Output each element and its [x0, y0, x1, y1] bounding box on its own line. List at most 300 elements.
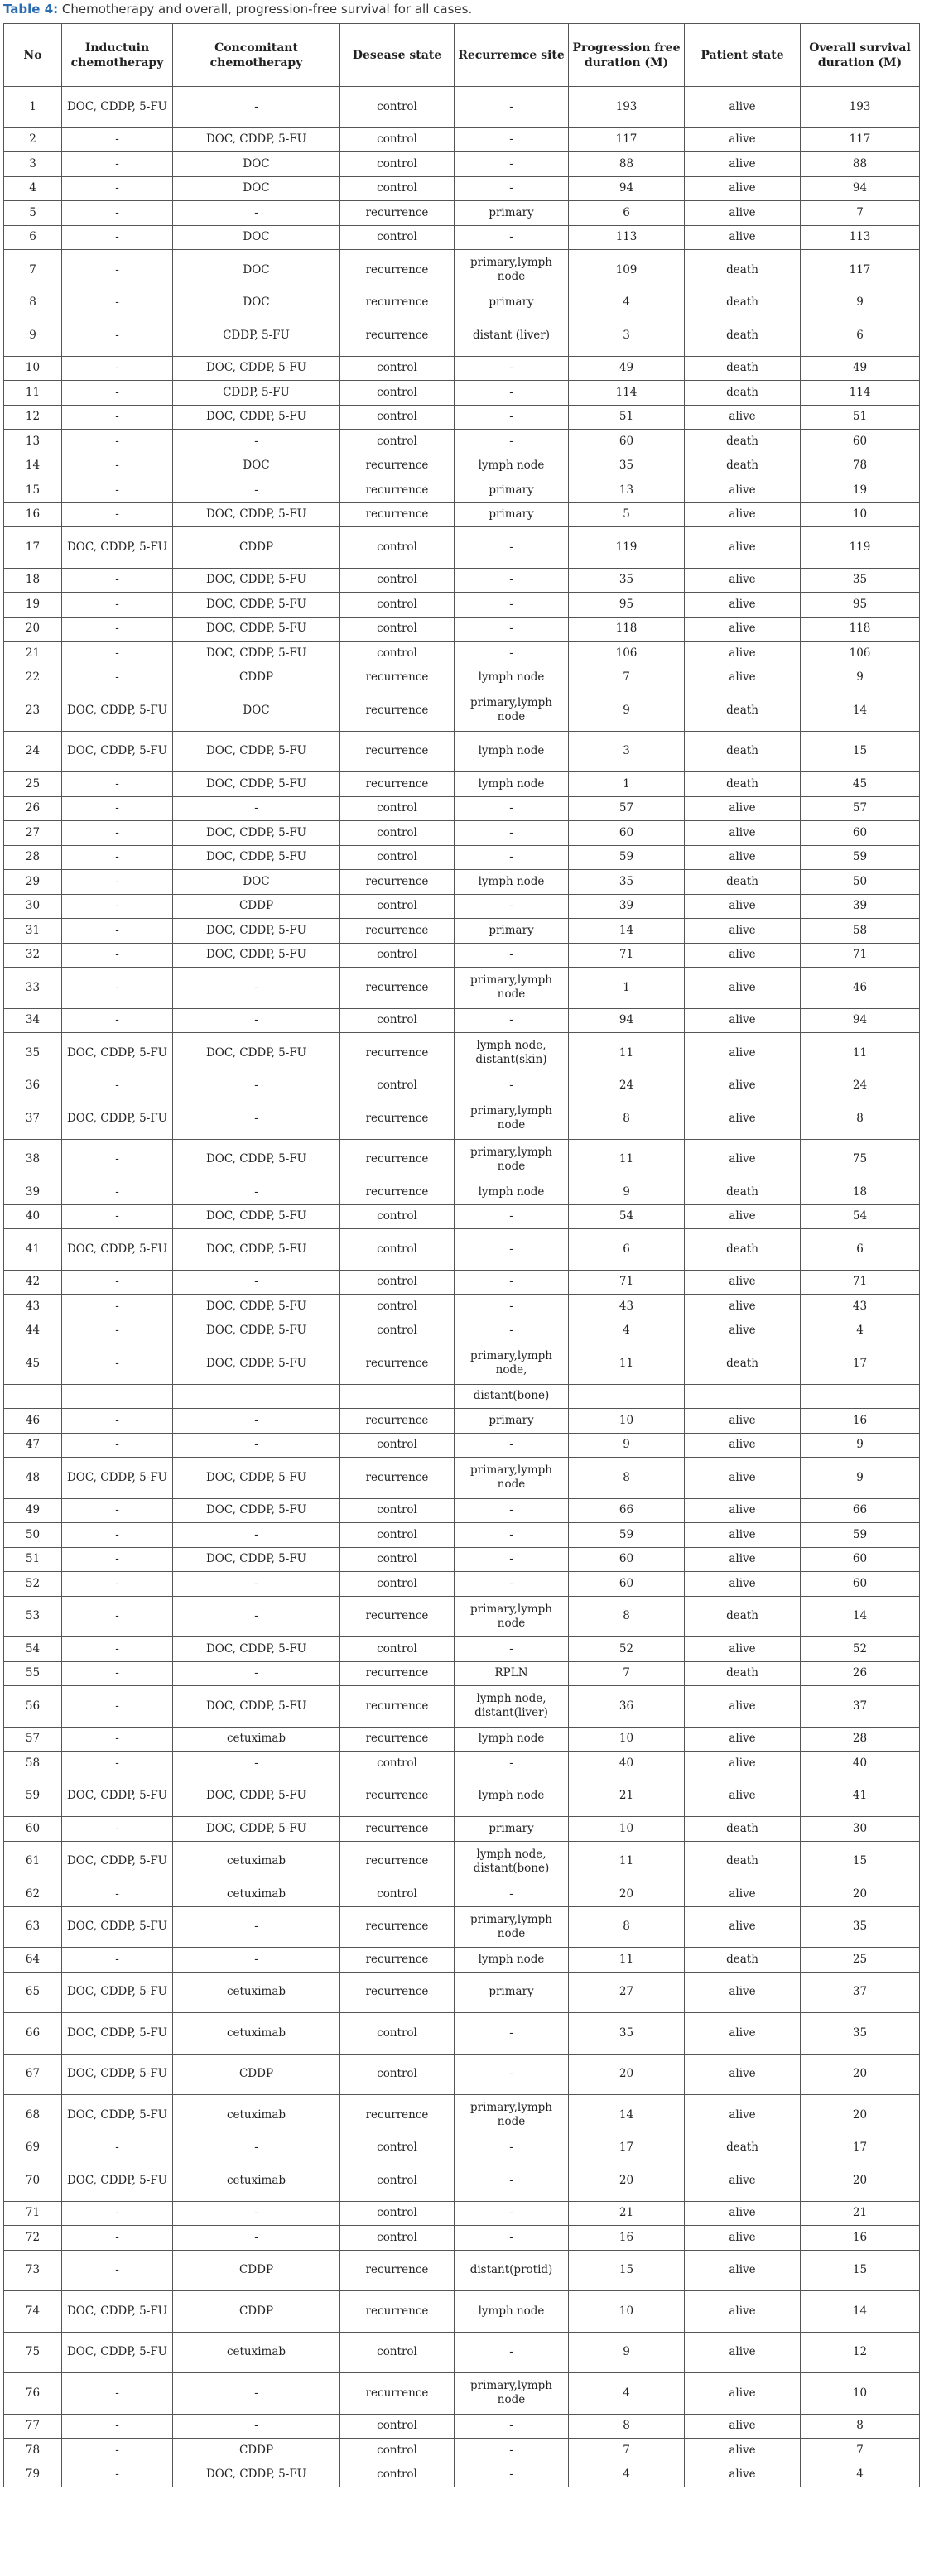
cell-concomitant-chemotherapy: - [173, 1596, 340, 1637]
cell-overall-survival-duration: 10 [801, 2373, 920, 2415]
cell-recurrence-site: - [455, 2226, 569, 2251]
cell-no: 53 [4, 1596, 62, 1637]
cell-progression-free-duration: 6 [569, 201, 685, 226]
cell-concomitant-chemotherapy: - [173, 1098, 340, 1140]
cell-induction-chemotherapy: - [62, 1752, 173, 1776]
cell-recurrence-site: lymph node [455, 772, 569, 797]
cell-overall-survival-duration: 75 [801, 1139, 920, 1180]
cell-concomitant-chemotherapy: - [173, 2136, 340, 2160]
cell-progression-free-duration: 7 [569, 2439, 685, 2463]
cell-no: 69 [4, 2136, 62, 2160]
cell-recurrence-site: - [455, 2201, 569, 2226]
cell-overall-survival-duration: 15 [801, 731, 920, 772]
cell-concomitant-chemotherapy: - [173, 2373, 340, 2415]
cell-no: 44 [4, 1319, 62, 1343]
cell-progression-free-duration: 13 [569, 478, 685, 503]
cell-no: 75 [4, 2332, 62, 2373]
cell-disease-state: recurrence [340, 250, 455, 291]
table-row [4, 870, 920, 895]
cell-progression-free-duration: 71 [569, 1270, 685, 1295]
table-row [4, 731, 920, 772]
cell-progression-free-duration: 6 [569, 1229, 685, 1271]
cell-overall-survival-duration: 16 [801, 1409, 920, 1434]
cell-disease-state: recurrence [340, 454, 455, 478]
cell-disease-state: recurrence [340, 1409, 455, 1434]
table-row [4, 1686, 920, 1728]
cell-overall-survival-duration: 12 [801, 2332, 920, 2373]
cell-patient-state: alive [685, 1906, 801, 1948]
cell-concomitant-chemotherapy: DOC, CDDP, 5-FU [173, 1229, 340, 1271]
cell-concomitant-chemotherapy: - [173, 1433, 340, 1458]
cell-concomitant-chemotherapy: cetuximab [173, 1972, 340, 2013]
cell-patient-state: death [685, 690, 801, 732]
cell-no: 49 [4, 1498, 62, 1523]
cell-overall-survival-duration: 25 [801, 1948, 920, 1973]
cell-recurrence-site: lymph node [455, 1180, 569, 1205]
cell-progression-free-duration: 3 [569, 315, 685, 357]
header-induction-chemotherapy: Inductuin chemotherapy [62, 24, 173, 87]
cell-progression-free-duration: 114 [569, 381, 685, 406]
cell-patient-state: alive [685, 593, 801, 618]
cell-no: 57 [4, 1727, 62, 1752]
cell-recurrence-site: primary [455, 478, 569, 503]
cell-overall-survival-duration: 20 [801, 2054, 920, 2095]
cell-patient-state: alive [685, 2414, 801, 2439]
cell-no: 5 [4, 201, 62, 226]
cell-induction-chemotherapy: DOC, CDDP, 5-FU [62, 2332, 173, 2373]
cell-overall-survival-duration [801, 1384, 920, 1409]
cell-overall-survival-duration: 8 [801, 1098, 920, 1140]
cell-concomitant-chemotherapy [173, 1384, 340, 1409]
cell-recurrence-site: primary,lymph node [455, 1596, 569, 1637]
cell-overall-survival-duration: 37 [801, 1972, 920, 2013]
cell-recurrence-site: primary,lymph node [455, 1458, 569, 1499]
cell-overall-survival-duration: 15 [801, 2250, 920, 2291]
cell-patient-state: alive [685, 1458, 801, 1499]
cell-induction-chemotherapy: - [62, 617, 173, 642]
cell-no: 74 [4, 2291, 62, 2333]
cell-progression-free-duration: 36 [569, 1686, 685, 1728]
table-row [4, 454, 920, 478]
cell-overall-survival-duration: 39 [801, 894, 920, 919]
cell-no: 13 [4, 430, 62, 454]
cell-disease-state: recurrence [340, 1972, 455, 2013]
cell-recurrence-site: - [455, 2054, 569, 2095]
cell-disease-state: control [340, 2414, 455, 2439]
cell-patient-state: alive [685, 845, 801, 870]
cell-recurrence-site: - [455, 593, 569, 618]
table-row [4, 381, 920, 406]
cell-progression-free-duration: 9 [569, 690, 685, 732]
cell-patient-state: alive [685, 478, 801, 503]
cell-overall-survival-duration: 50 [801, 870, 920, 895]
cell-overall-survival-duration: 7 [801, 2439, 920, 2463]
cell-progression-free-duration: 10 [569, 1817, 685, 1842]
cell-disease-state: control [340, 642, 455, 666]
cell-induction-chemotherapy: DOC, CDDP, 5-FU [62, 527, 173, 569]
cell-recurrence-site: - [455, 943, 569, 968]
cell-patient-state: alive [685, 1139, 801, 1180]
cell-no: 31 [4, 919, 62, 944]
cell-no: 62 [4, 1882, 62, 1907]
cell-progression-free-duration: 49 [569, 356, 685, 381]
cell-overall-survival-duration: 10 [801, 502, 920, 527]
table-row [4, 1409, 920, 1434]
cell-disease-state: control [340, 1498, 455, 1523]
cell-progression-free-duration: 35 [569, 2013, 685, 2055]
cell-no: 68 [4, 2095, 62, 2136]
cell-induction-chemotherapy: DOC, CDDP, 5-FU [62, 2291, 173, 2333]
cell-disease-state: control [340, 527, 455, 569]
cell-patient-state: alive [685, 2250, 801, 2291]
cell-induction-chemotherapy: - [62, 430, 173, 454]
cell-concomitant-chemotherapy: DOC, CDDP, 5-FU [173, 568, 340, 593]
cell-disease-state: control [340, 845, 455, 870]
cell-no: 26 [4, 796, 62, 821]
cell-induction-chemotherapy: DOC, CDDP, 5-FU [62, 2160, 173, 2202]
cell-no: 10 [4, 356, 62, 381]
cell-no: 76 [4, 2373, 62, 2415]
table-row [4, 1882, 920, 1907]
cell-patient-state: alive [685, 1686, 801, 1728]
cell-recurrence-site: lymph node [455, 454, 569, 478]
cell-recurrence-site: - [455, 527, 569, 569]
cell-recurrence-site: - [455, 1752, 569, 1776]
cell-patient-state: alive [685, 2291, 801, 2333]
cell-progression-free-duration: 5 [569, 502, 685, 527]
cell-no: 6 [4, 225, 62, 250]
cell-induction-chemotherapy: - [62, 1139, 173, 1180]
cell-disease-state: recurrence [340, 1776, 455, 1817]
cell-no: 40 [4, 1204, 62, 1229]
table-row [4, 201, 920, 226]
cell-overall-survival-duration: 9 [801, 666, 920, 690]
cell-recurrence-site: distant(bone) [455, 1384, 569, 1409]
cell-induction-chemotherapy: DOC, CDDP, 5-FU [62, 1229, 173, 1271]
cell-patient-state: alive [685, 1319, 801, 1343]
cell-recurrence-site: - [455, 1637, 569, 1662]
cell-overall-survival-duration: 17 [801, 2136, 920, 2160]
table-row [4, 1817, 920, 1842]
cell-concomitant-chemotherapy: CDDP [173, 2291, 340, 2333]
cell-recurrence-site: primary,lymph node [455, 2095, 569, 2136]
cell-disease-state: control [340, 1008, 455, 1033]
cell-overall-survival-duration: 35 [801, 1906, 920, 1948]
cell-disease-state: control [340, 1204, 455, 1229]
cell-progression-free-duration: 9 [569, 1180, 685, 1205]
cell-recurrence-site: RPLN [455, 1661, 569, 1686]
cell-disease-state: control [340, 1752, 455, 1776]
cell-progression-free-duration: 10 [569, 1727, 685, 1752]
cell-induction-chemotherapy: - [62, 2226, 173, 2251]
cell-overall-survival-duration: 106 [801, 642, 920, 666]
header-no: No [4, 24, 62, 87]
cell-disease-state: control [340, 1882, 455, 1907]
cell-patient-state: death [685, 1596, 801, 1637]
cell-recurrence-site: - [455, 1295, 569, 1319]
cell-no: 15 [4, 478, 62, 503]
cell-concomitant-chemotherapy: DOC, CDDP, 5-FU [173, 617, 340, 642]
cell-induction-chemotherapy: - [62, 1343, 173, 1385]
cell-progression-free-duration: 4 [569, 2373, 685, 2415]
cell-overall-survival-duration: 58 [801, 919, 920, 944]
cell-induction-chemotherapy: - [62, 1817, 173, 1842]
table-row [4, 1343, 920, 1385]
cell-progression-free-duration: 119 [569, 527, 685, 569]
cell-concomitant-chemotherapy: DOC [173, 454, 340, 478]
cell-patient-state: alive [685, 894, 801, 919]
cell-overall-survival-duration: 52 [801, 1637, 920, 1662]
cell-disease-state: recurrence [340, 1727, 455, 1752]
cell-no: 17 [4, 527, 62, 569]
cell-patient-state: alive [685, 1972, 801, 2013]
cell-overall-survival-duration: 60 [801, 821, 920, 846]
cell-disease-state: control [340, 176, 455, 201]
cell-overall-survival-duration: 78 [801, 454, 920, 478]
cell-recurrence-site: - [455, 617, 569, 642]
cell-overall-survival-duration: 49 [801, 356, 920, 381]
cell-progression-free-duration: 21 [569, 2201, 685, 2226]
cell-disease-state: recurrence [340, 1948, 455, 1973]
cell-recurrence-site: - [455, 1498, 569, 1523]
cell-overall-survival-duration: 43 [801, 1295, 920, 1319]
cell-disease-state: recurrence [340, 1139, 455, 1180]
cell-overall-survival-duration: 19 [801, 478, 920, 503]
cell-recurrence-site: primary,lymph node [455, 1139, 569, 1180]
cell-concomitant-chemotherapy: CDDP [173, 527, 340, 569]
cell-induction-chemotherapy: - [62, 1727, 173, 1752]
cell-patient-state: alive [685, 1270, 801, 1295]
cell-no: 71 [4, 2201, 62, 2226]
cell-recurrence-site: lymph node, distant(skin) [455, 1033, 569, 1074]
cell-progression-free-duration: 15 [569, 2250, 685, 2291]
cell-induction-chemotherapy: - [62, 1409, 173, 1434]
cell-concomitant-chemotherapy: DOC, CDDP, 5-FU [173, 1458, 340, 1499]
cell-progression-free-duration: 59 [569, 1523, 685, 1548]
cell-progression-free-duration: 66 [569, 1498, 685, 1523]
table-row [4, 87, 920, 128]
cell-disease-state: control [340, 821, 455, 846]
cell-recurrence-site: - [455, 152, 569, 177]
cell-patient-state: death [685, 1343, 801, 1385]
cell-patient-state: alive [685, 1433, 801, 1458]
cell-recurrence-site: - [455, 2439, 569, 2463]
cell-patient-state: alive [685, 1547, 801, 1572]
cell-induction-chemotherapy: DOC, CDDP, 5-FU [62, 2095, 173, 2136]
cell-progression-free-duration: 10 [569, 1409, 685, 1434]
cell-overall-survival-duration: 60 [801, 430, 920, 454]
cell-patient-state: death [685, 1661, 801, 1686]
cell-progression-free-duration: 17 [569, 2136, 685, 2160]
cell-patient-state: alive [685, 2463, 801, 2487]
cell-disease-state: control [340, 894, 455, 919]
cell-no: 8 [4, 291, 62, 315]
cell-concomitant-chemotherapy: cetuximab [173, 2332, 340, 2373]
cell-overall-survival-duration: 9 [801, 291, 920, 315]
cell-overall-survival-duration: 95 [801, 593, 920, 618]
cell-patient-state: death [685, 2136, 801, 2160]
table-row [4, 1498, 920, 1523]
cell-patient-state: alive [685, 1752, 801, 1776]
cell-overall-survival-duration: 71 [801, 943, 920, 968]
cell-recurrence-site: - [455, 1547, 569, 1572]
cell-disease-state: control [340, 568, 455, 593]
cell-no: 61 [4, 1841, 62, 1882]
cell-disease-state: control [340, 405, 455, 430]
cell-concomitant-chemotherapy: - [173, 796, 340, 821]
cell-no: 16 [4, 502, 62, 527]
table-body [4, 87, 920, 2487]
cell-concomitant-chemotherapy: - [173, 1180, 340, 1205]
cell-recurrence-site: - [455, 2463, 569, 2487]
cell-induction-chemotherapy: DOC, CDDP, 5-FU [62, 690, 173, 732]
cell-progression-free-duration: 11 [569, 1343, 685, 1385]
cell-induction-chemotherapy: - [62, 127, 173, 152]
cell-induction-chemotherapy: - [62, 2439, 173, 2463]
cell-recurrence-site: primary,lymph node, [455, 1343, 569, 1385]
cell-patient-state: alive [685, 2013, 801, 2055]
cell-progression-free-duration: 35 [569, 870, 685, 895]
cell-recurrence-site: primary,lymph node [455, 2373, 569, 2415]
cell-progression-free-duration: 4 [569, 1319, 685, 1343]
cell-disease-state: recurrence [340, 919, 455, 944]
cell-patient-state: alive [685, 2226, 801, 2251]
cell-induction-chemotherapy: - [62, 1882, 173, 1907]
cell-progression-free-duration: 8 [569, 1098, 685, 1140]
table-row [4, 772, 920, 797]
cell-induction-chemotherapy: - [62, 642, 173, 666]
cell-progression-free-duration: 4 [569, 291, 685, 315]
cell-recurrence-site: - [455, 796, 569, 821]
cell-induction-chemotherapy: - [62, 176, 173, 201]
cell-recurrence-site: - [455, 1270, 569, 1295]
cell-concomitant-chemotherapy: DOC, CDDP, 5-FU [173, 593, 340, 618]
cell-no: 45 [4, 1343, 62, 1385]
cell-concomitant-chemotherapy: DOC, CDDP, 5-FU [173, 1343, 340, 1385]
cell-progression-free-duration: 39 [569, 894, 685, 919]
cell-disease-state: control [340, 2226, 455, 2251]
cell-induction-chemotherapy: - [62, 943, 173, 968]
cell-concomitant-chemotherapy: - [173, 1906, 340, 1948]
cell-concomitant-chemotherapy: DOC [173, 870, 340, 895]
cell-patient-state: death [685, 1180, 801, 1205]
cell-concomitant-chemotherapy: - [173, 1270, 340, 1295]
cell-concomitant-chemotherapy: - [173, 1572, 340, 1597]
cell-disease-state: control [340, 1270, 455, 1295]
table-row [4, 1204, 920, 1229]
cell-induction-chemotherapy: - [62, 201, 173, 226]
cell-induction-chemotherapy: - [62, 821, 173, 846]
cell-patient-state: alive [685, 225, 801, 250]
cell-recurrence-site: lymph node [455, 1776, 569, 1817]
cell-disease-state [340, 1384, 455, 1409]
cell-disease-state: recurrence [340, 1661, 455, 1686]
cell-no: 19 [4, 593, 62, 618]
table-row [4, 2095, 920, 2136]
cell-induction-chemotherapy: - [62, 894, 173, 919]
cell-disease-state: control [340, 2136, 455, 2160]
cell-recurrence-site: lymph node [455, 1727, 569, 1752]
cell-overall-survival-duration: 57 [801, 796, 920, 821]
cell-induction-chemotherapy [62, 1384, 173, 1409]
table-row [4, 2226, 920, 2251]
cell-overall-survival-duration: 9 [801, 1458, 920, 1499]
cell-induction-chemotherapy: - [62, 1319, 173, 1343]
cell-concomitant-chemotherapy: - [173, 2226, 340, 2251]
cell-recurrence-site: - [455, 845, 569, 870]
cell-no: 54 [4, 1637, 62, 1662]
cell-no: 65 [4, 1972, 62, 2013]
table-row [4, 943, 920, 968]
cell-patient-state: alive [685, 1882, 801, 1907]
cell-recurrence-site: lymph node [455, 870, 569, 895]
cell-overall-survival-duration: 54 [801, 1204, 920, 1229]
cell-patient-state [685, 1384, 801, 1409]
cell-induction-chemotherapy: - [62, 870, 173, 895]
cell-overall-survival-duration: 46 [801, 968, 920, 1009]
cell-patient-state: death [685, 250, 801, 291]
cell-disease-state: control [340, 225, 455, 250]
cell-induction-chemotherapy: - [62, 2201, 173, 2226]
cell-disease-state: recurrence [340, 1686, 455, 1728]
cell-induction-chemotherapy: DOC, CDDP, 5-FU [62, 1841, 173, 1882]
cell-recurrence-site: primary [455, 1817, 569, 1842]
cell-recurrence-site: - [455, 430, 569, 454]
cell-overall-survival-duration: 21 [801, 2201, 920, 2226]
cell-progression-free-duration: 21 [569, 1776, 685, 1817]
cell-progression-free-duration: 117 [569, 127, 685, 152]
table-row [4, 1906, 920, 1948]
cell-disease-state: recurrence [340, 315, 455, 357]
header-overall-survival-duration: Overall survival duration (M) [801, 24, 920, 87]
cell-overall-survival-duration: 7 [801, 201, 920, 226]
cell-progression-free-duration: 88 [569, 152, 685, 177]
cell-overall-survival-duration: 94 [801, 176, 920, 201]
cell-overall-survival-duration: 51 [801, 405, 920, 430]
cell-recurrence-site: - [455, 821, 569, 846]
cell-concomitant-chemotherapy: - [173, 1074, 340, 1098]
cell-no: 55 [4, 1661, 62, 1686]
cell-concomitant-chemotherapy: - [173, 201, 340, 226]
cell-recurrence-site: - [455, 1204, 569, 1229]
cell-concomitant-chemotherapy: DOC, CDDP, 5-FU [173, 1637, 340, 1662]
table-row [4, 1033, 920, 1074]
cell-recurrence-site: primary [455, 919, 569, 944]
table-row [4, 1180, 920, 1205]
cell-recurrence-site: - [455, 1523, 569, 1548]
table-row [4, 1319, 920, 1343]
table-row [4, 1596, 920, 1637]
cell-induction-chemotherapy: - [62, 2373, 173, 2415]
table-row [4, 291, 920, 315]
cell-concomitant-chemotherapy: DOC [173, 291, 340, 315]
cell-progression-free-duration: 11 [569, 1139, 685, 1180]
cell-progression-free-duration: 7 [569, 666, 685, 690]
cell-induction-chemotherapy: - [62, 1204, 173, 1229]
cell-disease-state: control [340, 356, 455, 381]
cell-progression-free-duration: 95 [569, 593, 685, 618]
cell-patient-state: alive [685, 201, 801, 226]
table-row [4, 502, 920, 527]
cell-recurrence-site: distant (liver) [455, 315, 569, 357]
cell-concomitant-chemotherapy: cetuximab [173, 1841, 340, 1882]
cell-disease-state: recurrence [340, 201, 455, 226]
cell-concomitant-chemotherapy: CDDP [173, 2250, 340, 2291]
cell-no: 23 [4, 690, 62, 732]
cell-patient-state: alive [685, 405, 801, 430]
cell-disease-state: recurrence [340, 478, 455, 503]
cell-overall-survival-duration: 88 [801, 152, 920, 177]
